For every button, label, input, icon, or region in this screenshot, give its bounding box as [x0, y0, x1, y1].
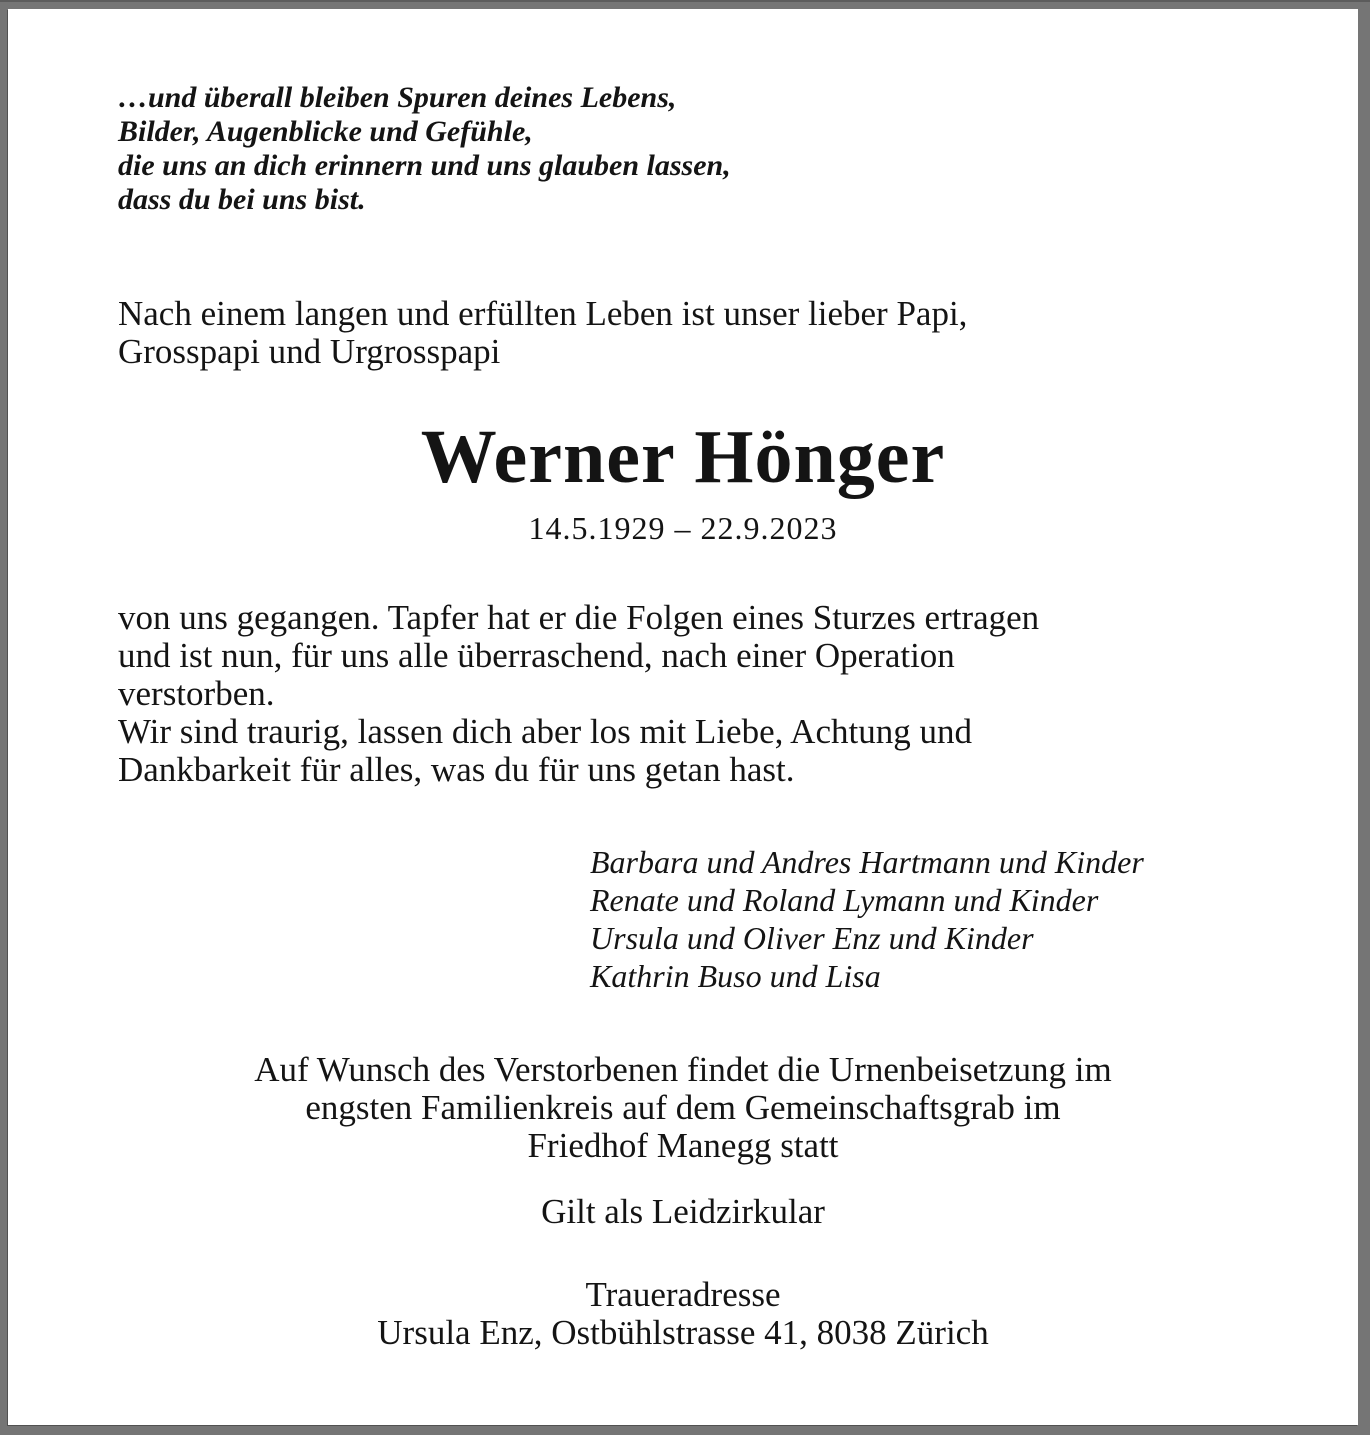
intro-line: Grosspapi und Urgrosspapi [118, 332, 501, 371]
mourning-address [8, 1276, 1358, 1352]
family-line: Renate und Roland Lymann und Kinder [590, 882, 1099, 918]
family-line: Kathrin Buso und Lisa [590, 958, 881, 994]
epigraph-line: die uns an dich erinnern und uns glauben lassen, [118, 149, 731, 182]
epigraph-line: Bilder, Augenblicke und Gefühle, [118, 115, 533, 148]
deceased-name-heading: Werner Hönger [420, 415, 946, 499]
burial-line: engsten Familienkreis auf dem Gemeinschaftsgrab im [305, 1088, 1061, 1127]
mourning-address-label: Traueradresse [585, 1275, 781, 1314]
burial-info [8, 1051, 1358, 1165]
body-line: Dankbarkeit für alles, was du für uns getan hast. [118, 750, 795, 789]
family-signatures [590, 843, 1358, 995]
body-line: Wir sind traurig, lassen dich aber los mit Liebe, Achtung und [118, 712, 972, 751]
body-line: verstorben. [118, 674, 275, 713]
intro-line: Nach einem langen und erfüllten Leben ist unser lieber Papi, [118, 294, 968, 333]
life-dates: 14.5.1929 – 22.9.2023 [528, 510, 838, 546]
epigraph-line: dass du bei uns bist. [118, 183, 366, 216]
epigraph-line: …und überall bleiben Spuren deines Lebens, [118, 81, 677, 114]
intro-paragraph [118, 295, 1358, 371]
mourning-address-value: Ursula Enz, Ostbühlstrasse 41, 8038 Zürich [377, 1313, 989, 1352]
burial-line: Auf Wunsch des Verstorbenen findet die Urnenbeisetzung im [254, 1050, 1112, 1089]
epigraph-poem [118, 81, 1358, 217]
leidzirkular-note: Gilt als Leidzirkular [541, 1192, 825, 1231]
family-line: Ursula und Oliver Enz und Kinder [590, 920, 1034, 956]
burial-line: Friedhof Manegg statt [527, 1126, 839, 1165]
body-paragraph [118, 599, 1358, 789]
family-line: Barbara und Andres Hartmann und Kinder [590, 844, 1144, 880]
obituary-page [8, 9, 1358, 1425]
body-line: von uns gegangen. Tapfer hat er die Folgen eines Sturzes ertragen [118, 598, 1040, 637]
body-line: und ist nun, für uns alle überraschend, nach einer Operation [118, 636, 955, 675]
